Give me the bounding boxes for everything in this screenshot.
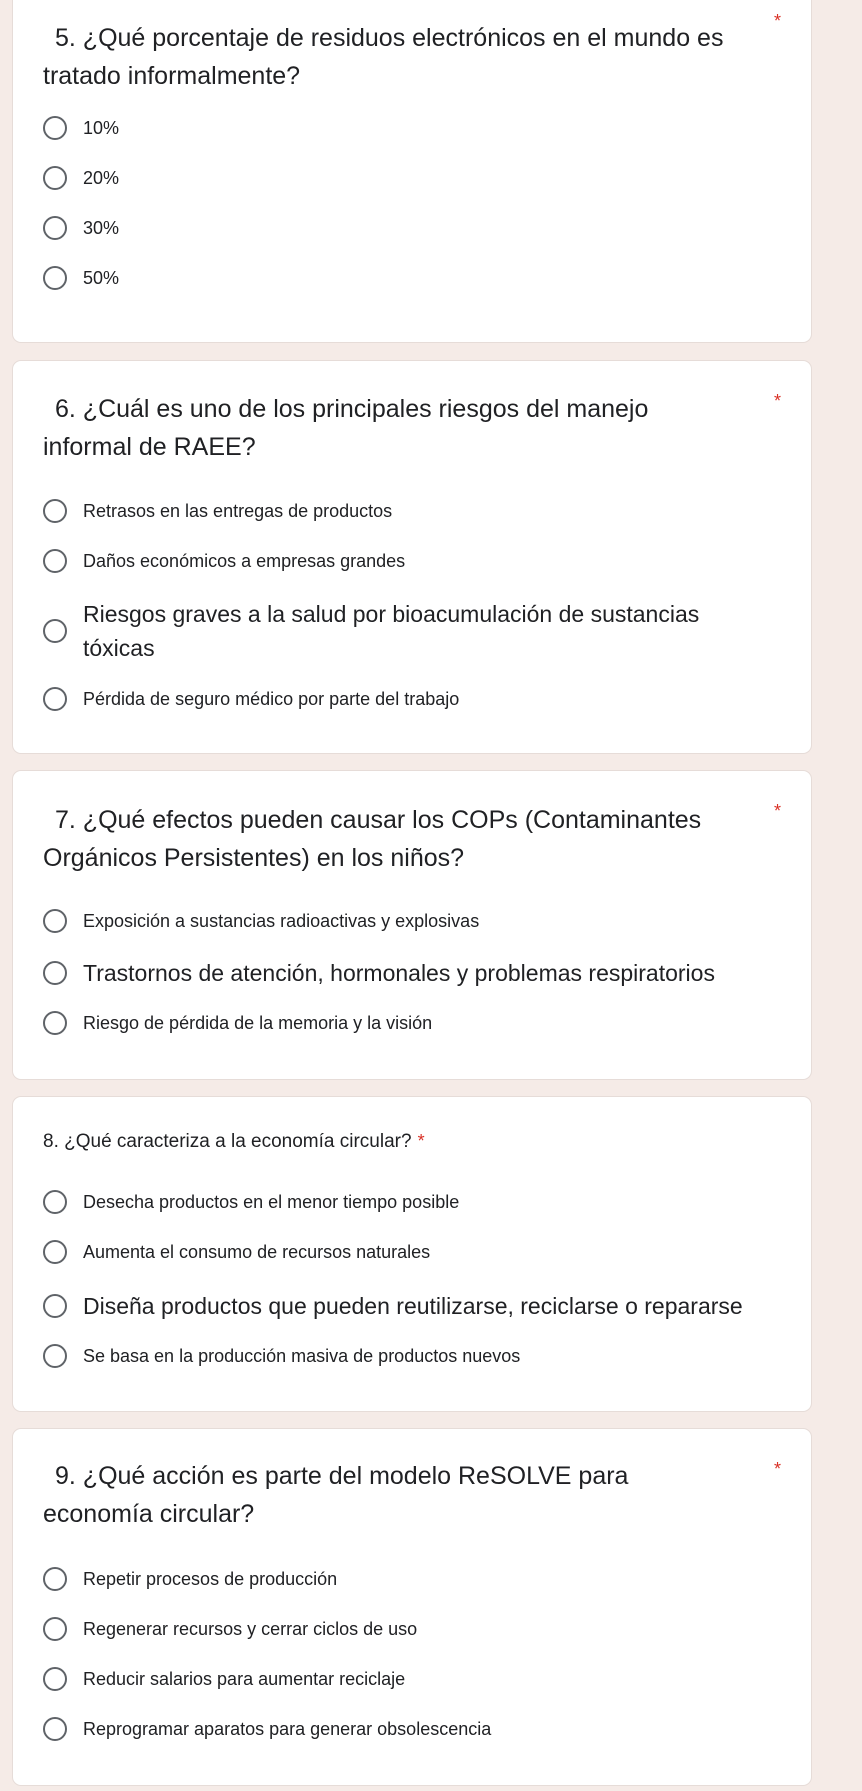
option-label: Exposición a sustancias radioactivas y explosivas	[83, 911, 480, 931]
radio-circle[interactable]	[43, 1617, 67, 1641]
radio-circle[interactable]	[43, 1344, 67, 1368]
required-asterisk: *	[773, 391, 781, 411]
question-card-9	[12, 1428, 812, 1786]
option-label: 30%	[83, 218, 120, 238]
option-radio[interactable]	[43, 1342, 520, 1370]
radio-circle[interactable]	[43, 1190, 67, 1214]
required-asterisk: *	[417, 1131, 425, 1151]
option-label: Se basa en la producción masiva de productos nuevos	[83, 1346, 521, 1366]
option-radio[interactable]	[43, 497, 392, 525]
radio-circle[interactable]	[43, 1294, 67, 1318]
radio-circle[interactable]	[43, 961, 67, 985]
option-label: Daños económicos a empresas grandes	[83, 551, 406, 571]
option-radio[interactable]	[43, 1565, 337, 1593]
radio-circle[interactable]	[43, 687, 67, 711]
required-asterisk: *	[773, 801, 781, 821]
option-label: Pérdida de seguro médico por parte del trabajo	[83, 689, 460, 709]
option-label: 20%	[83, 168, 120, 188]
radio-circle[interactable]	[43, 1717, 67, 1741]
radio-circle[interactable]	[43, 116, 67, 140]
question-title: 6. ¿Cuál es uno de los principales riesgos del manejo informal de RAEE?	[43, 395, 649, 461]
question-card-7	[12, 770, 812, 1080]
option-radio[interactable]	[43, 1188, 459, 1216]
question-card-5	[12, 0, 812, 343]
question-card-6	[12, 360, 812, 754]
option-label: Trastornos de atención, hormonales y problemas respiratorios	[83, 960, 715, 986]
option-radio[interactable]	[43, 164, 119, 192]
option-radio[interactable]	[43, 907, 479, 935]
option-label: Retrasos en las entregas de productos	[83, 501, 393, 521]
question-title: 9. ¿Qué acción es parte del modelo ReSOLVE para economía circular?	[43, 1462, 629, 1528]
option-radio[interactable]	[43, 1238, 430, 1266]
question-title: 7. ¿Qué efectos pueden causar los COPs (Contaminantes Orgánicos Persistentes) en los niños?	[43, 806, 702, 872]
option-radio[interactable]	[43, 114, 119, 142]
option-radio[interactable]	[43, 1715, 491, 1743]
radio-circle[interactable]	[43, 216, 67, 240]
option-radio[interactable]	[43, 597, 743, 665]
option-label: 10%	[83, 118, 120, 138]
option-radio[interactable]	[43, 1615, 417, 1643]
option-radio[interactable]	[43, 685, 459, 713]
option-label: Desecha productos en el menor tiempo posible	[83, 1192, 460, 1212]
option-label: Riesgo de pérdida de la memoria y la visión	[83, 1013, 433, 1033]
radio-circle[interactable]	[43, 549, 67, 573]
option-radio[interactable]	[43, 547, 405, 575]
question-title-text: 8. ¿Qué caracteriza a la economía circular?	[43, 1131, 412, 1152]
question-title	[43, 1127, 425, 1156]
radio-circle[interactable]	[43, 1567, 67, 1591]
question-title: 5. ¿Qué porcentaje de residuos electrónicos en el mundo es tratado informalmente?	[43, 24, 724, 90]
required-asterisk: *	[773, 11, 781, 31]
radio-circle[interactable]	[43, 266, 67, 290]
option-label: Aumenta el consumo de recursos naturales	[83, 1242, 431, 1262]
radio-circle[interactable]	[43, 1240, 67, 1264]
option-radio[interactable]	[43, 1289, 743, 1323]
option-label: Reducir salarios para aumentar reciclaje	[83, 1669, 406, 1689]
radio-circle[interactable]	[43, 909, 67, 933]
radio-circle[interactable]	[43, 1667, 67, 1691]
option-radio[interactable]	[43, 214, 119, 242]
option-label: Reprogramar aparatos para generar obsolescencia	[83, 1719, 492, 1739]
option-label: Regenerar recursos y cerrar ciclos de uso	[83, 1619, 418, 1639]
radio-circle[interactable]	[43, 499, 67, 523]
radio-circle[interactable]	[43, 619, 67, 643]
option-label: 50%	[83, 268, 120, 288]
required-asterisk: *	[773, 1459, 781, 1479]
question-card-8	[12, 1096, 812, 1412]
option-radio[interactable]	[43, 1009, 432, 1037]
radio-circle[interactable]	[43, 1011, 67, 1035]
option-label: Riesgos graves a la salud por bioacumulación de sustancias tóxicas	[83, 601, 700, 661]
option-radio[interactable]	[43, 956, 715, 990]
option-label: Diseña productos que pueden reutilizarse, reciclarse o repararse	[83, 1293, 743, 1319]
option-radio[interactable]	[43, 1665, 405, 1693]
option-radio[interactable]	[43, 264, 119, 292]
option-label: Repetir procesos de producción	[83, 1569, 338, 1589]
radio-circle[interactable]	[43, 166, 67, 190]
